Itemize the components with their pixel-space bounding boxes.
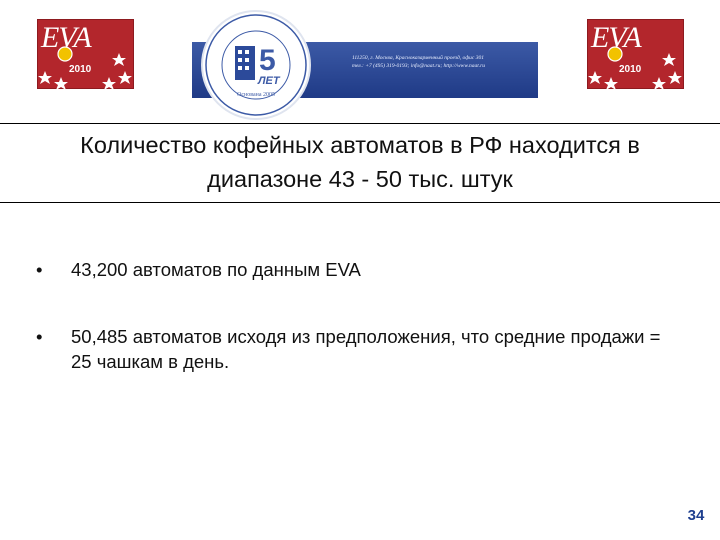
eva-year-text: 2010 xyxy=(69,64,92,75)
bullet-text: 43,200 автоматов по данным EVA xyxy=(71,259,361,280)
bullet-text: 50,485 автоматов исходя из предположения, что средние продажи = 25 чашкам в день. xyxy=(71,326,661,372)
title-line-2: диапазоне 43 - 50 тыс. штук xyxy=(207,166,513,192)
seal-number: 5 xyxy=(259,44,276,77)
eva-logo-right xyxy=(587,19,684,89)
bullet-marker: • xyxy=(36,259,43,280)
title-divider-top xyxy=(0,123,720,124)
association-emblem-icon xyxy=(203,12,309,118)
bullet-list xyxy=(36,257,676,374)
title-divider-bottom xyxy=(0,202,720,203)
list-item xyxy=(36,257,676,282)
slide-title xyxy=(0,128,720,196)
seal-word: ЛЕТ xyxy=(258,75,280,87)
eva-logo-left xyxy=(37,19,134,89)
association-contact xyxy=(352,54,532,70)
seal-founded: Основана 2005 xyxy=(237,92,275,98)
eva-brand-text: EVA xyxy=(41,21,91,54)
page-number: 34 xyxy=(687,507,705,524)
eva-brand-text: EVA xyxy=(591,21,641,54)
title-line-1: Количество кофейных автоматов в РФ находится в xyxy=(80,132,640,158)
eva-year-text: 2010 xyxy=(619,64,642,75)
contact-phone: тел.: +7 (495) 319-0193; info@naat.ru; http://www.naat.ru xyxy=(352,63,485,69)
association-seal-logo xyxy=(203,12,309,118)
list-item xyxy=(36,324,676,374)
bullet-marker: • xyxy=(36,326,43,347)
contact-address: 111250, г. Москва, Красноказарменный проезд, офис 301 xyxy=(352,55,484,61)
